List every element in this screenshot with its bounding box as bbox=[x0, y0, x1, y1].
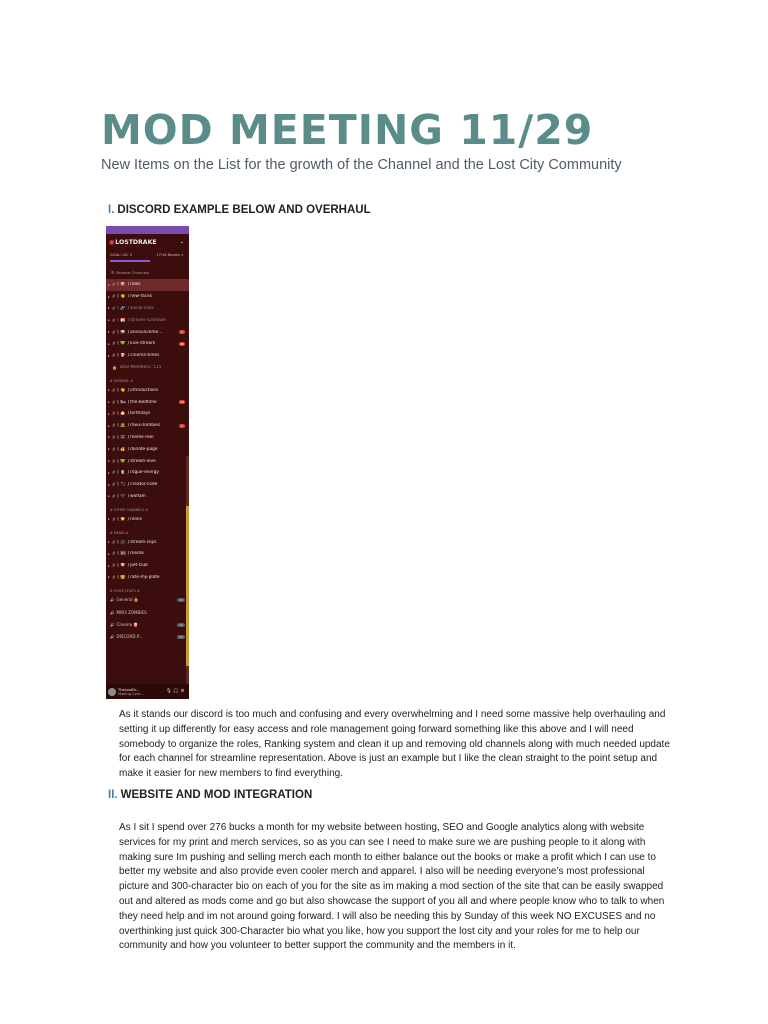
hashtag-icon: # bbox=[112, 434, 116, 440]
voice-channel-item bbox=[106, 594, 189, 606]
channel-name: [ 🖼 ] media bbox=[117, 551, 144, 557]
section-1-number: I. bbox=[108, 204, 115, 216]
chevron-right-icon: ▸ bbox=[108, 411, 110, 416]
channel-name: [ 👋 ] introductions bbox=[117, 387, 159, 393]
hashtag-icon: # bbox=[112, 341, 116, 347]
section-1-title: DISCORD EXAMPLE BELOW AND OVERHAUL bbox=[117, 204, 371, 216]
voice-channel-item bbox=[106, 607, 189, 619]
chevron-right-icon: ▸ bbox=[108, 482, 110, 487]
channel-name: [ 🍿 ] cinema-times bbox=[117, 353, 160, 359]
chevron-right-icon: ▸ bbox=[108, 353, 110, 358]
hashtag-icon: # bbox=[112, 446, 116, 452]
channel-item bbox=[106, 396, 189, 408]
unread-badge: 3 bbox=[179, 424, 185, 428]
scrollbar-thumb bbox=[186, 506, 189, 666]
voice-user-count: 00 bbox=[179, 598, 183, 603]
microphone-icon: 🎙 bbox=[166, 689, 174, 694]
media-channel-list bbox=[106, 536, 189, 583]
hashtag-icon: # bbox=[112, 516, 116, 522]
channel-item bbox=[106, 536, 189, 548]
channel-name: [ 🎯 ] roles bbox=[117, 282, 141, 288]
channel-item bbox=[106, 572, 189, 584]
section-1-text: As it stands our discord is too much and confusing and every overwhelming and I need some massive help overhauling and setting it up differently for easy access and role management going forward something like this above and I will need somebody to organize the roles, Ranking system and clean it up and removing old channels along with much needed update for each channel for streamline representation. Above is just an example but I like the clean straight to the point setup and make it easier for new members to find everything. bbox=[119, 709, 670, 780]
server-status-icon: ● bbox=[109, 238, 115, 246]
top-channel-list bbox=[106, 279, 189, 362]
section-2-heading bbox=[108, 789, 312, 801]
hashtag-icon: # bbox=[112, 574, 116, 580]
chevron-right-icon: ▸ bbox=[108, 517, 110, 522]
chevron-right-icon: ▸ bbox=[108, 494, 110, 499]
channel-item bbox=[106, 279, 189, 291]
hashtag-icon: # bbox=[112, 551, 116, 557]
channel-item bbox=[106, 291, 189, 303]
hashtag-icon: # bbox=[112, 399, 116, 405]
browse-icon: ☰ bbox=[111, 269, 115, 275]
hashtag-icon: # bbox=[112, 458, 116, 464]
chevron-right-icon: ▸ bbox=[108, 459, 110, 464]
channel-name: [ 🎂 ] birthdays bbox=[117, 411, 151, 417]
category-other: # OTHER CHANNELS # bbox=[110, 508, 149, 513]
speaker-icon: 🔊 bbox=[110, 634, 115, 639]
discord-user-bar bbox=[106, 684, 189, 699]
discord-banner bbox=[106, 226, 189, 234]
chevron-right-icon: ▸ bbox=[108, 447, 110, 452]
channel-item bbox=[106, 338, 189, 350]
hashtag-icon: # bbox=[112, 482, 116, 488]
unread-badge: 45 bbox=[180, 341, 184, 346]
user-name: TheLostDr... bbox=[118, 687, 140, 692]
channel-name: [ 📢 ] announceme... bbox=[117, 329, 163, 335]
hashtag-icon: # bbox=[112, 282, 116, 288]
unread-badge: 54 bbox=[180, 400, 184, 405]
gear-icon: ⚙ bbox=[180, 689, 186, 694]
channel-name: [ 💚 ] kick-stream bbox=[117, 341, 156, 347]
chevron-down-icon: ⌄ bbox=[179, 239, 184, 245]
channel-item bbox=[106, 467, 189, 479]
channel-name: [ 🏷 ] creator-code bbox=[117, 482, 158, 488]
discord-server-name: LOSTDRAKE bbox=[115, 238, 157, 246]
hashtag-icon: # bbox=[112, 294, 116, 300]
avatar bbox=[108, 688, 116, 696]
chevron-right-icon: ▸ bbox=[108, 470, 110, 475]
speaker-icon: 🔊 bbox=[110, 598, 115, 603]
section-2-text: As I sit I spend over 276 bucks a month for my website between hosting, SEO and Google analytics along with website services for my print and merch services, so as you can see I need to make sure we are pushing people to it along with making sure Im pushing and selling merch each month to either balance out the books or make a profit which I can use to better my website and also provide even cooler merch and apparel. I also will be needing everyone’s most professional picture and 300-character bio on each of you for the site as im making a mod section of the site that can be easily swapped out and altered as mods come and go but also showcase the support of you all and where people know who to talk to when they need help and im not around going forward. I will also be needing this by Sunday of this week NO EXCUSES and no overthinking just quick 300-Character bio what you like, how you support the lost city and your roles for me to help our community and how you volunteer to better support the community and the members in it. bbox=[119, 822, 665, 952]
hashtag-icon: # bbox=[112, 353, 116, 359]
channel-item bbox=[106, 455, 189, 467]
speaker-icon: 🔊 bbox=[110, 610, 115, 615]
boost-goal-row bbox=[106, 250, 189, 260]
voice-channel-name: MW3 ZOMBIES bbox=[116, 610, 147, 616]
hashtag-icon: # bbox=[112, 329, 116, 335]
headphones-icon: 🎧 bbox=[173, 689, 181, 694]
channel-item bbox=[106, 314, 189, 326]
channel-name: [ 🍔 ] rate-my-plate bbox=[117, 574, 160, 580]
discord-server-header bbox=[106, 234, 189, 250]
chevron-right-icon: ▸ bbox=[108, 341, 110, 346]
hashtag-icon: # bbox=[112, 411, 116, 417]
channel-item bbox=[106, 479, 189, 491]
boost-count: 17/18 Boosts > bbox=[156, 253, 184, 257]
chevron-right-icon: ▸ bbox=[108, 388, 110, 393]
total-members bbox=[106, 362, 189, 374]
voice-channel-name: General 🔒 bbox=[116, 597, 140, 603]
page-subtitle: New Items on the List for the growth of the Channel and the Lost City Community bbox=[101, 157, 622, 173]
speaker-icon: 🔊 bbox=[110, 622, 115, 627]
chevron-right-icon: ▸ bbox=[108, 435, 110, 440]
chevron-right-icon: ▸ bbox=[108, 318, 110, 323]
channel-item bbox=[106, 384, 189, 396]
voice-channel-item bbox=[106, 631, 189, 643]
other-channel-list bbox=[106, 513, 189, 525]
voice-user-count: 00 bbox=[179, 622, 183, 627]
channel-name: [ 💚 ] stream-love bbox=[117, 458, 156, 464]
channel-item bbox=[106, 513, 189, 525]
channel-name: [ 🔗 ] social-links bbox=[117, 305, 154, 311]
channel-item bbox=[106, 408, 189, 420]
channel-name: [ 🥤 ] rogue-energy bbox=[117, 470, 160, 476]
chevron-right-icon: ▸ bbox=[108, 294, 110, 299]
section-2-number: II. bbox=[108, 789, 118, 801]
category-voice: # VOICE CHATS # bbox=[110, 589, 140, 594]
chevron-right-icon: ▸ bbox=[108, 306, 110, 311]
voice-channel-item bbox=[106, 619, 189, 631]
chevron-right-icon: ▸ bbox=[108, 330, 110, 335]
hashtag-icon: # bbox=[112, 317, 116, 323]
boost-goal: GOAL: LVL 3 bbox=[110, 253, 132, 257]
channel-item bbox=[106, 491, 189, 503]
user-controls bbox=[166, 689, 189, 694]
user-info bbox=[118, 688, 166, 696]
voice-user-count: 00 bbox=[179, 634, 183, 639]
boost-progress-bar bbox=[110, 260, 150, 262]
hashtag-icon: # bbox=[112, 305, 116, 311]
voice-channel-name: Cinema 🍿 bbox=[116, 621, 139, 627]
chevron-right-icon: ▸ bbox=[108, 400, 110, 405]
hashtag-icon: # bbox=[112, 470, 116, 476]
channel-item bbox=[106, 303, 189, 315]
channel-item bbox=[106, 432, 189, 444]
section-2-title: WEBSITE AND MOD INTEGRATION bbox=[120, 789, 313, 801]
channel-item bbox=[106, 326, 189, 338]
unread-badge: 1 bbox=[179, 330, 185, 334]
lock-icon: 🔒 bbox=[112, 364, 117, 370]
hashtag-icon: # bbox=[112, 493, 116, 499]
hashtag-icon: # bbox=[112, 423, 116, 429]
channel-name: [ 👋 ] new-faces bbox=[117, 294, 152, 300]
voice-channel-list bbox=[106, 594, 189, 643]
section-1-heading bbox=[108, 204, 371, 216]
chevron-right-icon: ▸ bbox=[108, 282, 110, 287]
chevron-right-icon: ▸ bbox=[108, 575, 110, 580]
category-media: # MEDIA # bbox=[110, 531, 129, 536]
voice-channel-name: DISCORD P... bbox=[116, 634, 143, 640]
channel-name: [ 🧟 ] mw3-zombies bbox=[117, 423, 161, 429]
discord-screenshot bbox=[106, 226, 189, 699]
channel-item bbox=[106, 420, 189, 432]
channel-item bbox=[106, 560, 189, 572]
channel-name: [ 💰 ] donate-page bbox=[117, 446, 158, 452]
general-channel-list bbox=[106, 384, 189, 502]
channel-item bbox=[106, 443, 189, 455]
hashtag-icon: # bbox=[112, 563, 116, 569]
channel-name: [ 🎬 ] meme-reel bbox=[117, 434, 154, 440]
channel-item bbox=[106, 350, 189, 362]
chevron-right-icon: ▸ bbox=[108, 423, 110, 428]
category-general: # GENERAL # bbox=[110, 379, 134, 384]
hashtag-icon: # bbox=[112, 539, 116, 545]
channel-name: [ ⭐ ] ranks bbox=[117, 516, 143, 522]
browse-channels bbox=[106, 265, 189, 279]
chevron-right-icon: ▸ bbox=[108, 551, 110, 556]
total-members-label: Total Members: 515 bbox=[118, 364, 162, 370]
browse-channels-label: Browse Channels bbox=[116, 269, 150, 275]
user-status: Making Cont... bbox=[118, 691, 144, 696]
channel-name: [ 🐶 ] pet-club bbox=[117, 563, 148, 569]
channel-name: [ 📅 ] stream-schedule bbox=[117, 317, 167, 323]
chevron-right-icon: ▸ bbox=[108, 540, 110, 545]
channel-name: [ 🛏 ] the-bedtime bbox=[117, 399, 157, 405]
chevron-right-icon: ▸ bbox=[108, 563, 110, 568]
channel-name: [ 🎥 ] stream-clips bbox=[117, 539, 157, 545]
channel-item bbox=[106, 548, 189, 560]
hashtag-icon: # bbox=[112, 387, 116, 393]
channel-name: [ 🖤 ] wolfam bbox=[117, 493, 146, 499]
page-title: MOD MEETING 11/29 bbox=[101, 106, 594, 154]
